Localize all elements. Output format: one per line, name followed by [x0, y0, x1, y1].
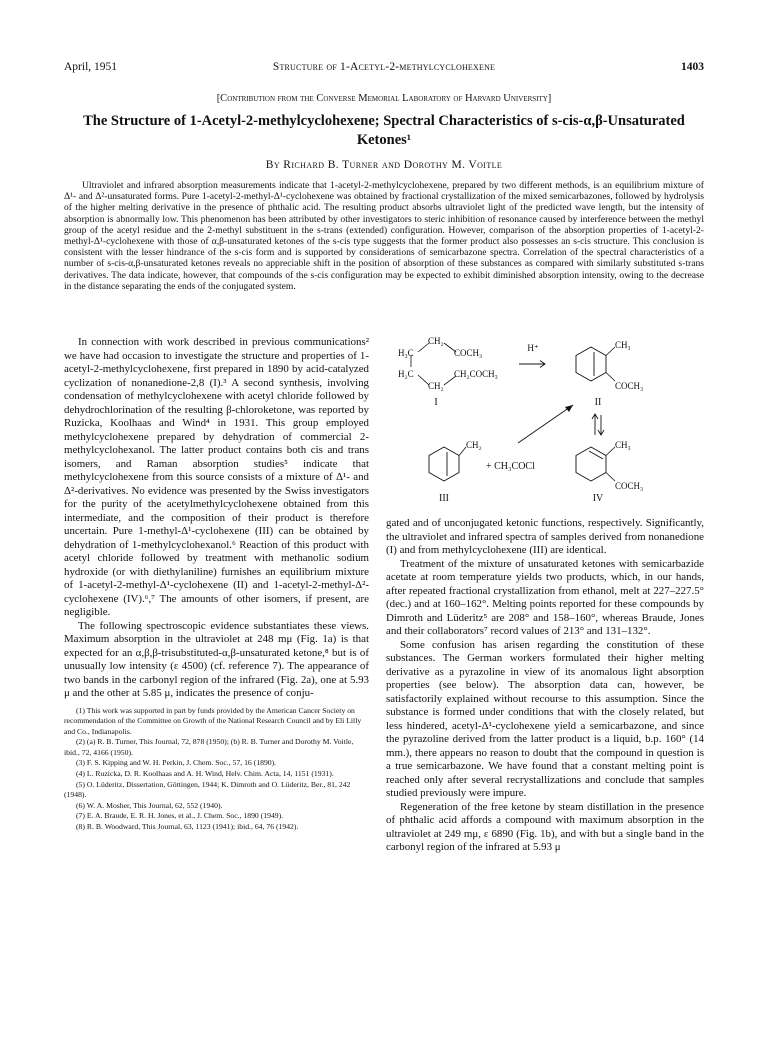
footnote: (2) (a) R. B. Turner, This Journal, 72, 878 (1950); (b) R. B. Turner and Dorothy M. Voitle, ibid., 72, 4166 (1950).: [64, 737, 354, 757]
page-number: 1403: [681, 61, 704, 73]
equilibrium-arrows: [592, 414, 604, 435]
scheme-text: COCH₃: [454, 348, 483, 358]
scheme-text: CH₃: [615, 440, 631, 450]
scheme-text: CH₂COCH₃: [454, 369, 498, 379]
issue-date: April, 1951: [64, 61, 118, 73]
acid-arrow: [519, 343, 545, 368]
body-paragraph: Some confusion has arisen regarding the constitution of these substances. The German workers formulated their higher melting derivative as a pyrazoline in view of its anomalous light absorption properties (see below). The absorption data can, however, be satisfactorily explained without recourse to this assumption. Since the substance is formed under conditions that with the closely related, but less hindered, acetyl-Δ¹-cyclohexene yield a semicarbazone, and since the pyrazoline derived from the latter product is a liquid, b.p. 160° (14 mm.), there appears no reason to doubt that the compound in question is a true semicarbazone. We have found that a constant melting point is reached only after several recrystallizations and conclude that samples studied previously were impure.: [386, 638, 704, 799]
body-paragraph: In connection with work described in previous communications² we have had occasion to investigate the structure and properties of 1-acetyl-2-methylcyclohexene, first prepared in 1890 by acid-catalyzed cyclization of nonanedione-2,8 (I).³ A second synthesis, involving condensation of methylcyclohexene with acetyl chloride followed by dehydrochlorination of the resulting β-chloroketone, was reported by Ruzicka, Koolhaas and Wind⁴ in 1931. This group employed methylcyclohexene prepared by dehydration of commercial 2-methylcyclohexanol. The latter product contains both cis and trans isomers, and Raman absorption studies⁵ indicate that methylcyclohexene from this source consists of a mixture of Δ¹- and Δ²-derivatives. No evidence was presented by the Swiss investigators for the purity of the acetylmethylcyclohexene obtained from this intermediate, and the composition of their product is therefore uncertain. Pure 1-methyl-Δ¹-cyclohexene (III) can be obtained by dehydration of 1-methylcyclohexanol.⁶ Reaction of this product with acetyl chloride followed by treatment with methanolic sodium hydroxide (or with diethylaniline) furnishes an equilibrium mixture of 1-acetyl-2-methyl-Δ¹-cyclohexene (II) and 1-acetyl-2-methyl-Δ²-cyclohexene (IV).⁶,⁷ The amounts of other isomers, if present, are negligible.: [64, 336, 369, 618]
running-title: Structure of 1-Acetyl-2-methylcyclohexene: [272, 61, 496, 73]
scheme-reagent: + CH₃COCl: [486, 461, 535, 472]
compound-label: II: [594, 397, 602, 408]
body-paragraph: gated and of unconjugated ketonic functions, respectively. Significantly, the ultraviolet and infrared spectra of samples derived from nonanedione (I) and from methylcyclohexene (III) are identical.: [386, 517, 704, 556]
compound-label: IV: [592, 493, 604, 504]
contribution-line: [Contribution from the Converse Memorial Laboratory of Harvard University]: [216, 93, 552, 104]
scheme-text: H₃C: [398, 348, 414, 358]
footnote: (8) R. B. Woodward, This Journal, 63, 1123 (1941); ibid., 64, 76 (1942).: [76, 822, 299, 832]
abstract-text: Ultraviolet and infrared absorption measurements indicate that 1-acetyl-2-methylcyclohexene, prepared by two different methods, is an equilibrium mixture of Δ¹- and Δ²-unsaturated forms. Pure 1-acetyl-2-methyl-Δ¹-cyclohexene was obtained by fractional crystallization of the mixed semicarbazones, followed by hydrolysis of the higher melting derivative in the presence of phthalic acid. The resulting product absorbs ultraviolet light of the predicted wave length, but the intensity of absorption is abnormally low. This phenomenon has been attributed by other investigators to steric inhibition of resonance caused by interference between the methyl group of the acetyl residue and the 2-methyl substituent in the s-trans (extended) configuration. However, comparison of the absorption properties of 1-acetyl-2-methyl-Δ¹-cyclohexene with those of α,β-unsaturated ketones of the s-cis type suggests that the former product also possesses an s-cis structure. This conclusion is consistent with the lesser hindrance of the s-cis form and is supported by considerations of semicarbazone spectra. Correlation of the spectral characteristics of a number of s-cis-α,β-unsaturated ketones reveals no appreciable shift in the position of absorption of these substances as compared with similarly substituted s-trans derivatives. The data indicate, however, that compounds of the s-cis configuration may be expected to exhibit diminished absorption intensity, owing to the decrease in the distance separating the ends of the conjugated system.: [64, 180, 704, 292]
left-column: [64, 336, 369, 833]
body-paragraph: Regeneration of the free ketone by steam distillation in the presence of phthalic acid affords a compound with maximum absorption in the ultraviolet at 249 mμ, ε 6890 (Fig. 1b), and with but a single band in the carbonyl region of the infrared at 5.93 μ: [386, 800, 704, 853]
body-paragraph: Treatment of the mixture of unsaturated ketones with semicarbazide acetate at room temperature yields two products, which, in our hands, after repeated fractional crystallization from ethanol, melt at 227–227.5° (dec.) and at 160–162°. Melting points reported for these compounds by Dimroth and Lüderitz⁵ are 208° and 158–160°, whereas Braude, Jones and their collaborators⁷ record values of 213° and 131–132°.: [386, 557, 704, 637]
footnote: (5) O. Lüderitz, Dissertation, Göttingen, 1944; K. Dimroth and O. Lüderitz, Ber., 81, 242 (1948).: [64, 779, 351, 800]
scheme-text: CH₂: [428, 336, 444, 346]
footnotes: [64, 706, 369, 833]
footnote: (3) F. S. Kipping and W. H. Perkin, J. Chem. Soc., 57, 16 (1890).: [76, 758, 277, 768]
compound-label: III: [439, 493, 449, 504]
scheme-text: H₂C: [398, 369, 414, 379]
abstract: [64, 180, 704, 292]
scheme-text: CH₂: [428, 381, 444, 391]
footnote: (1) This work was supported in part by funds provided by the American Cancer Society on recommendation of the Committee on Growth of the National Research Council and by Eli Lilly and Co., Indianapolis.: [64, 705, 362, 736]
right-column: [386, 517, 704, 855]
footnote: (6) W. A. Mosher, This Journal, 62, 552 (1940).: [76, 800, 223, 810]
footnote: (7) E. A. Braude, E. R. H. Jones, et al., J. Chem. Soc., 1890 (1949).: [76, 811, 284, 821]
scheme-text: H⁺: [527, 343, 539, 353]
scheme-text: COCH₃: [615, 381, 644, 391]
scheme-text: COCH₃: [615, 481, 644, 491]
reaction-scheme: [386, 333, 704, 513]
article-title: The Structure of 1-Acetyl-2-methylcyclohexene; Spectral Characteristics of s-cis-α,β-Unsaturated Ketones¹: [83, 113, 685, 148]
compound-iv-structure: [576, 440, 643, 504]
scheme-text: CH₂: [466, 440, 482, 450]
reaction-scheme-drawing: [386, 333, 704, 513]
diagonal-arrow: [518, 405, 573, 443]
author-line: By Richard B. Turner and Dorothy M. Voitle: [265, 159, 503, 171]
scheme-text: CH₃: [615, 340, 631, 350]
compound-i-structure: [398, 336, 498, 408]
compound-iii-structure: [429, 440, 482, 504]
running-head: [64, 61, 704, 77]
body-paragraph: The following spectroscopic evidence substantiates these views. Maximum absorption in the ultraviolet at 248 mμ (Fig. 1a) is that expected for an α,β,β-trisubstituted-α,β-unsaturated ketone,⁸ but is of unusually low intensity (ε 4500) (cf. reference 7). The appearance of two bands in the carbonyl region of the infrared (Fig. 2a), one at 5.93 μ and the other at 5.85 μ, indicates the presence of conju-: [64, 619, 369, 699]
footnote: (4) L. Ruzicka, D. R. Koolhaas and A. H. Wind, Helv. Chim. Acta, 14, 1151 (1931).: [76, 769, 334, 779]
compound-label: I: [434, 397, 438, 408]
compound-ii-structure: [576, 340, 643, 408]
